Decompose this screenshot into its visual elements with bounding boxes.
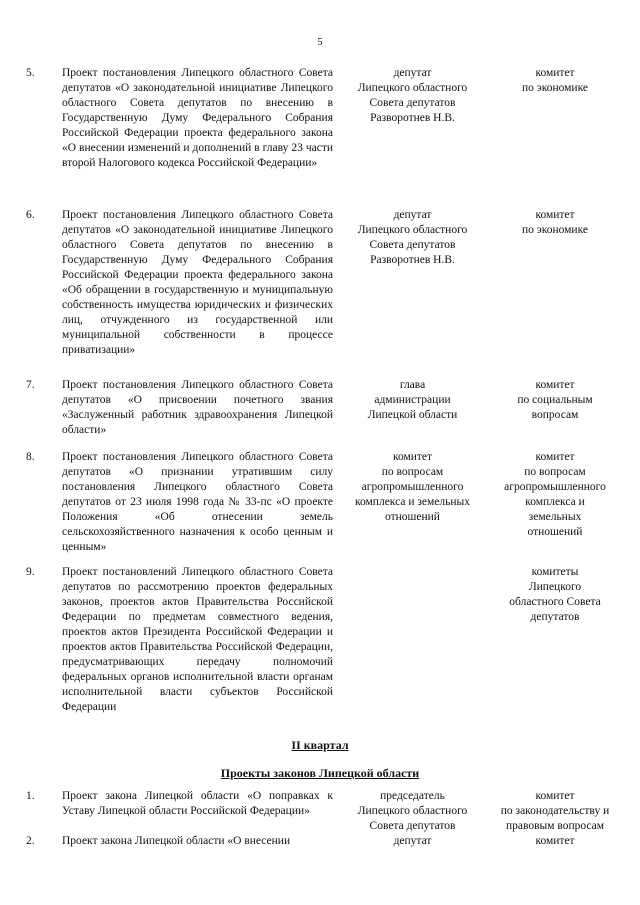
row-introduced-by — [340, 378, 485, 423]
row-introduced-by — [340, 834, 485, 849]
row-responsible — [486, 789, 624, 834]
row-introduced-by-line: отношений — [385, 511, 440, 523]
row-introduced-by — [340, 208, 485, 268]
row-number: 8. — [26, 451, 35, 463]
row-responsible — [486, 208, 624, 238]
row-introduced-by-line: Разворотнев Н.В. — [370, 112, 455, 124]
row-introduced-by — [340, 66, 485, 126]
row-number: 9. — [26, 566, 35, 578]
row-responsible-line: по вопросам — [524, 466, 586, 478]
row-responsible-line: депутатов — [530, 611, 580, 623]
row-introduced-by-line: Совета депутатов — [369, 239, 456, 251]
row-description: Проект постановления Липецкого областного Совета депутатов «О законодательной инициативе Липецкого областного Совета депутатов по внесению в Государственную Думу Федерального Собрания Российской Федерации проекта федерального закона «О внесении изменений и дополнений в главу 23 части второй Налогового кодекса Российской Федерации» — [62, 67, 333, 169]
row-responsible-line: земельных — [528, 511, 582, 523]
row-introduced-by-line: депутат — [393, 67, 432, 79]
row-number: 1. — [26, 790, 35, 802]
row-introduced-by-line: комитет — [392, 451, 433, 463]
row-number: 5. — [26, 67, 35, 79]
row-introduced-by-line: депутат — [393, 835, 432, 847]
row-introduced-by-line: Совета депутатов — [369, 820, 456, 832]
row-introduced-by-line: Липецкого областного — [357, 224, 468, 236]
section-subtitle-heading: Проекты законов Липецкой области — [220, 766, 420, 780]
row-introduced-by-line: председатель — [380, 790, 445, 802]
row-description: Проект постановления Липецкого областного Совета депутатов «О присвоении почетного звания «Заслуженный работник здравоохранения Липецкой области» — [62, 379, 333, 436]
row-responsible — [486, 378, 624, 423]
row-responsible — [486, 834, 624, 849]
row-responsible — [486, 565, 624, 625]
row-introduced-by — [340, 450, 485, 525]
row-introduced-by-line: Совета депутатов — [369, 97, 456, 109]
row-responsible-line: по экономике — [522, 224, 588, 236]
row-responsible-line: комитет — [535, 835, 575, 847]
row-introduced-by — [340, 789, 485, 834]
row-introduced-by-line: комплекса и земельных — [354, 496, 470, 508]
row-introduced-by-line: депутат — [393, 209, 432, 221]
row-introduced-by-line: агропромышленного — [361, 481, 464, 493]
row-responsible-line: по законодательству и — [500, 805, 610, 817]
row-responsible-line: комитет — [535, 379, 575, 391]
row-responsible-line: областного Совета — [509, 596, 601, 608]
row-number: 7. — [26, 379, 35, 391]
section-quarter-heading: II квартал — [291, 738, 349, 752]
row-responsible-line: комплекса и — [525, 496, 585, 508]
row-introduced-by-line: Липецкого областного — [357, 805, 468, 817]
row-responsible-line: правовым вопросам — [505, 820, 605, 832]
row-description: Проект постановлений Липецкого областного Совета депутатов по рассмотрению проектов федеральных законов, проектов актов Правительства Российской Федерации по предметам совместного ведения, проектов актов Президента Российской Федерации и проектов актов Правительства Российской Федерации, предусматривающих передачу полномочий федеральных органов исполнительной власти органам исполнительной власти субъектов Российской Федерации — [62, 566, 333, 713]
row-description: Проект постановления Липецкого областного Совета депутатов «О законодательной инициативе Липецкого областного Совета депутатов по внесению в Государственную Думу Федерального Собрания Российской Федерации проекта федерального закона «Об обращении в государственную и муниципальную собственность имущества юридических и физических лиц, отчужденного из государственной или муниципальной собственности в процессе приватизации» — [62, 209, 333, 356]
row-introduced-by-line: глава — [399, 379, 426, 391]
row-responsible-line: комитет — [535, 67, 575, 79]
page-number: 5 — [317, 37, 323, 48]
row-responsible — [486, 450, 624, 540]
row-number: 6. — [26, 209, 35, 221]
row-description: Проект закона Липецкой области «О внесении — [62, 835, 291, 847]
row-introduced-by-line: администрации — [374, 394, 451, 406]
row-responsible-line: комитет — [535, 209, 575, 221]
row-responsible-line: вопросам — [531, 409, 579, 421]
row-description: Проект закона Липецкой области «О поправках к Уставу Липецкой области Российской Федерации» — [62, 790, 333, 817]
row-responsible-line: отношений — [527, 526, 583, 538]
row-responsible — [486, 66, 624, 96]
row-responsible-line: по экономике — [522, 82, 588, 94]
row-responsible-line: по социальным — [517, 394, 593, 406]
row-introduced-by-line: Липецкой области — [367, 409, 458, 421]
row-responsible-line: агропромышленного — [504, 481, 606, 493]
row-responsible-line: комитеты — [531, 566, 579, 578]
row-responsible-line: Липецкого — [528, 581, 582, 593]
row-responsible-line: комитет — [535, 790, 575, 802]
row-responsible-line: комитет — [535, 451, 575, 463]
row-number: 2. — [26, 835, 35, 847]
row-introduced-by-line: по вопросам — [381, 466, 444, 478]
row-introduced-by-line: Разворотнев Н.В. — [370, 254, 455, 266]
row-description: Проект постановления Липецкого областного Совета депутатов «О признании утратившим силу постановления Липецкого областного Совета депутатов от 23 июля 1998 года № 33-пс «О проекте Положения «Об отнесении земель сельскохозяйственного назначения к особо ценным и ценным» — [62, 451, 333, 553]
row-introduced-by-line: Липецкого областного — [357, 82, 468, 94]
